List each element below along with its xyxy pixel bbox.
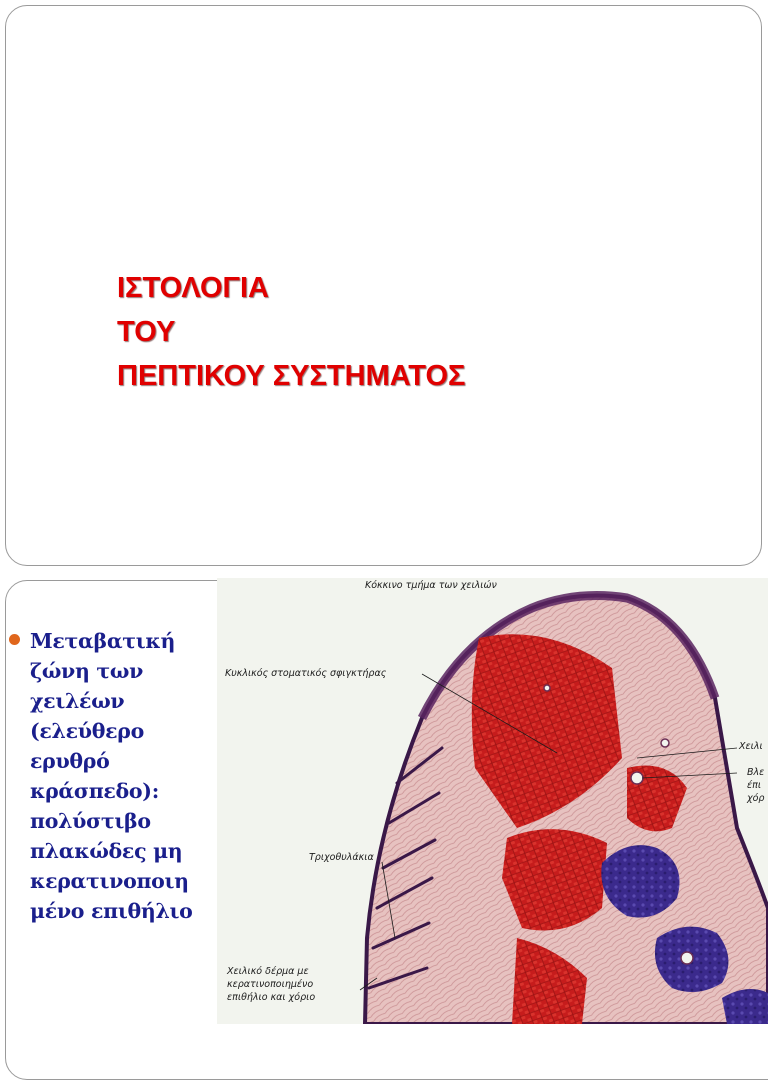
label-lip-skin: Χειλικό δέρμα με <box>227 966 309 977</box>
lip-histology-image <box>217 578 768 1024</box>
bullet-line: πλακώδες μη <box>30 839 183 863</box>
bullet-line: πολύστιβο <box>30 809 151 833</box>
label-lip-skin: κερατινοποιημένο <box>227 979 314 990</box>
bullet-dot-icon <box>9 634 20 645</box>
title-line-2: ΤΟΥ <box>117 316 176 348</box>
title-line-1: ΙΣΤΟΛΟΓΙΑ <box>117 272 269 304</box>
bullet-line: (ελεύθερο <box>30 719 144 743</box>
title-line-3: ΠΕΠΤΙΚΟΥ ΣΥΣΤΗΜΑΤΟΣ <box>117 360 466 392</box>
bullet-line: κερατινοποιη <box>30 869 189 893</box>
label-red-lip: Κόκκινο τμήμα των χειλιών <box>365 580 497 591</box>
bullet-line: χειλέων <box>30 689 125 713</box>
bullet-text <box>30 626 193 926</box>
label-right: χόρ <box>747 793 765 804</box>
bullet-line: κράσπεδο): <box>30 779 159 803</box>
bullet-line: ερυθρό <box>30 749 110 773</box>
slide-title <box>117 266 465 398</box>
label-right: Βλε <box>747 767 765 778</box>
label-right: Χειλι <box>739 741 763 752</box>
bullet-line: Μεταβατική <box>30 629 176 653</box>
label-hair-follicles: Τριχοθυλάκια <box>309 852 374 863</box>
bullet-line: μένο επιθήλιο <box>30 899 193 923</box>
bullet-line: ζώνη των <box>30 659 144 683</box>
muscle-bundle <box>502 829 607 930</box>
label-orbicularis: Κυκλικός στοματικός σφιγκτήρας <box>225 668 387 679</box>
label-right: έπι <box>747 780 762 791</box>
label-lip-skin: επιθήλιο και χόριο <box>227 992 316 1003</box>
